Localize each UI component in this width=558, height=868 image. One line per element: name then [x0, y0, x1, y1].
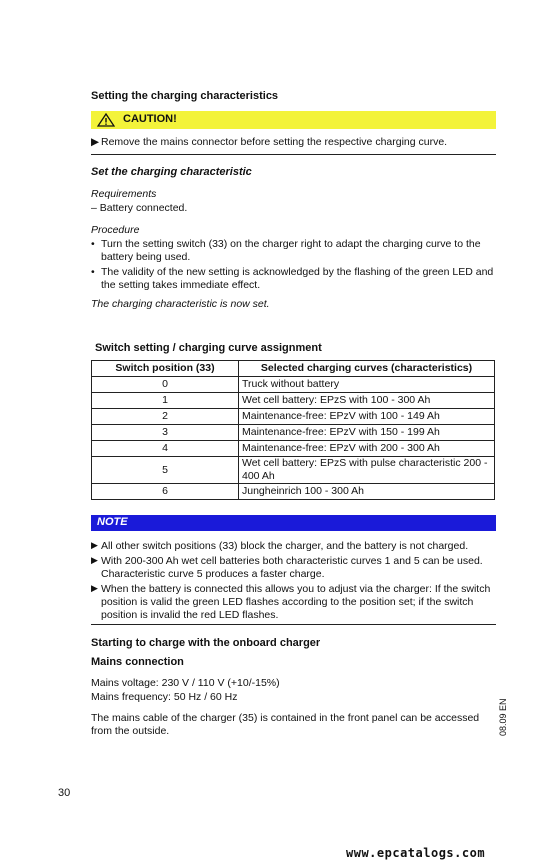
charging-curve-cell: Wet cell battery: EPzS with 100 - 300 Ah: [239, 393, 495, 409]
note-banner: [91, 515, 496, 531]
document-code: 08.09 EN: [498, 698, 508, 736]
table-row: [92, 441, 495, 457]
note-item-text: With 200-300 Ah wet cell batteries both characteristic curves 1 and 5 can be used. Characteristic curve 5 produces a faster charge.: [101, 555, 483, 580]
switch-position-cell: 6: [92, 484, 239, 500]
table-row: [92, 409, 495, 425]
charging-curve-cell: Maintenance-free: EPzV with 150 - 199 Ah: [239, 425, 495, 441]
procedure-label: Procedure: [91, 224, 140, 236]
table-row: [92, 393, 495, 409]
warning-triangle-icon: [97, 113, 115, 127]
arrow-bullet-icon: ▶: [91, 540, 98, 550]
switch-position-cell: 5: [92, 457, 239, 484]
requirements-item: – Battery connected.: [91, 202, 188, 214]
charging-curve-table: [91, 360, 495, 500]
dot-bullet-icon: •: [91, 266, 95, 278]
procedure-item-text: Turn the setting switch (33) on the charger right to adapt the charging curve to the battery being used.: [101, 238, 481, 263]
table-row: [92, 425, 495, 441]
note-item-text: When the battery is connected this allows you to adjust via the charger: If the switch position is valid the green LED flashes according to the position set; if the switch position is invalid the red LED flashes.: [101, 583, 491, 621]
arrow-bullet-icon: ▶: [91, 583, 98, 593]
procedure-result: The charging characteristic is now set.: [91, 298, 270, 310]
table-row: [92, 377, 495, 393]
caution-text: Remove the mains connector before setting the respective charging curve.: [101, 136, 448, 148]
column-header: Switch position (33): [92, 361, 239, 377]
switch-position-cell: 2: [92, 409, 239, 425]
charging-curve-cell: Wet cell battery: EPzS with pulse characteristic 200 - 400 Ah: [239, 457, 495, 484]
switch-position-cell: 3: [92, 425, 239, 441]
charging-curve-cell: Jungheinrich 100 - 300 Ah: [239, 484, 495, 500]
charging-curve-cell: Maintenance-free: EPzV with 200 - 300 Ah: [239, 441, 495, 457]
table-header-row: [92, 361, 495, 377]
arrow-bullet-icon: ▶: [91, 136, 100, 148]
caution-banner: [91, 111, 496, 129]
dot-bullet-icon: •: [91, 238, 95, 250]
charging-curve-cell: Truck without battery: [239, 377, 495, 393]
requirements-label: Requirements: [91, 188, 157, 200]
table-row: [92, 484, 495, 500]
switch-position-cell: 4: [92, 441, 239, 457]
section-heading-setting: Setting the charging characteristics: [91, 90, 279, 102]
section-heading-mains: Mains connection: [91, 656, 184, 668]
mains-voltage: Mains voltage: 230 V / 110 V (+10/-15%): [91, 677, 280, 689]
divider: [91, 154, 496, 155]
switch-position-cell: 1: [92, 393, 239, 409]
mains-cable-text: The mains cable of the charger (35) is contained in the front panel can be accessed from the outside.: [91, 712, 480, 737]
section-heading-onboard: Starting to charge with the onboard charger: [91, 637, 321, 649]
footer-url: www.epcatalogs.com: [346, 846, 486, 860]
column-header: Selected charging curves (characteristics): [239, 361, 495, 377]
page-number: 30: [58, 787, 71, 799]
mains-frequency: Mains frequency: 50 Hz / 60 Hz: [91, 691, 238, 703]
arrow-bullet-icon: ▶: [91, 555, 98, 565]
switch-position-cell: 0: [92, 377, 239, 393]
subheading-set: Set the charging characteristic: [91, 166, 252, 178]
table-row: [92, 457, 495, 484]
procedure-item-text: The validity of the new setting is acknowledged by the flashing of the green LED and the setting takes immediate effect.: [101, 266, 494, 291]
caution-label: CAUTION!: [123, 113, 177, 125]
note-label: NOTE: [97, 516, 128, 528]
table-title: Switch setting / charging curve assignment: [95, 342, 322, 354]
charging-curve-cell: Maintenance-free: EPzV with 100 - 149 Ah: [239, 409, 495, 425]
divider: [91, 624, 496, 625]
note-item-text: All other switch positions (33) block the charger, and the battery is not charged.: [101, 540, 469, 552]
